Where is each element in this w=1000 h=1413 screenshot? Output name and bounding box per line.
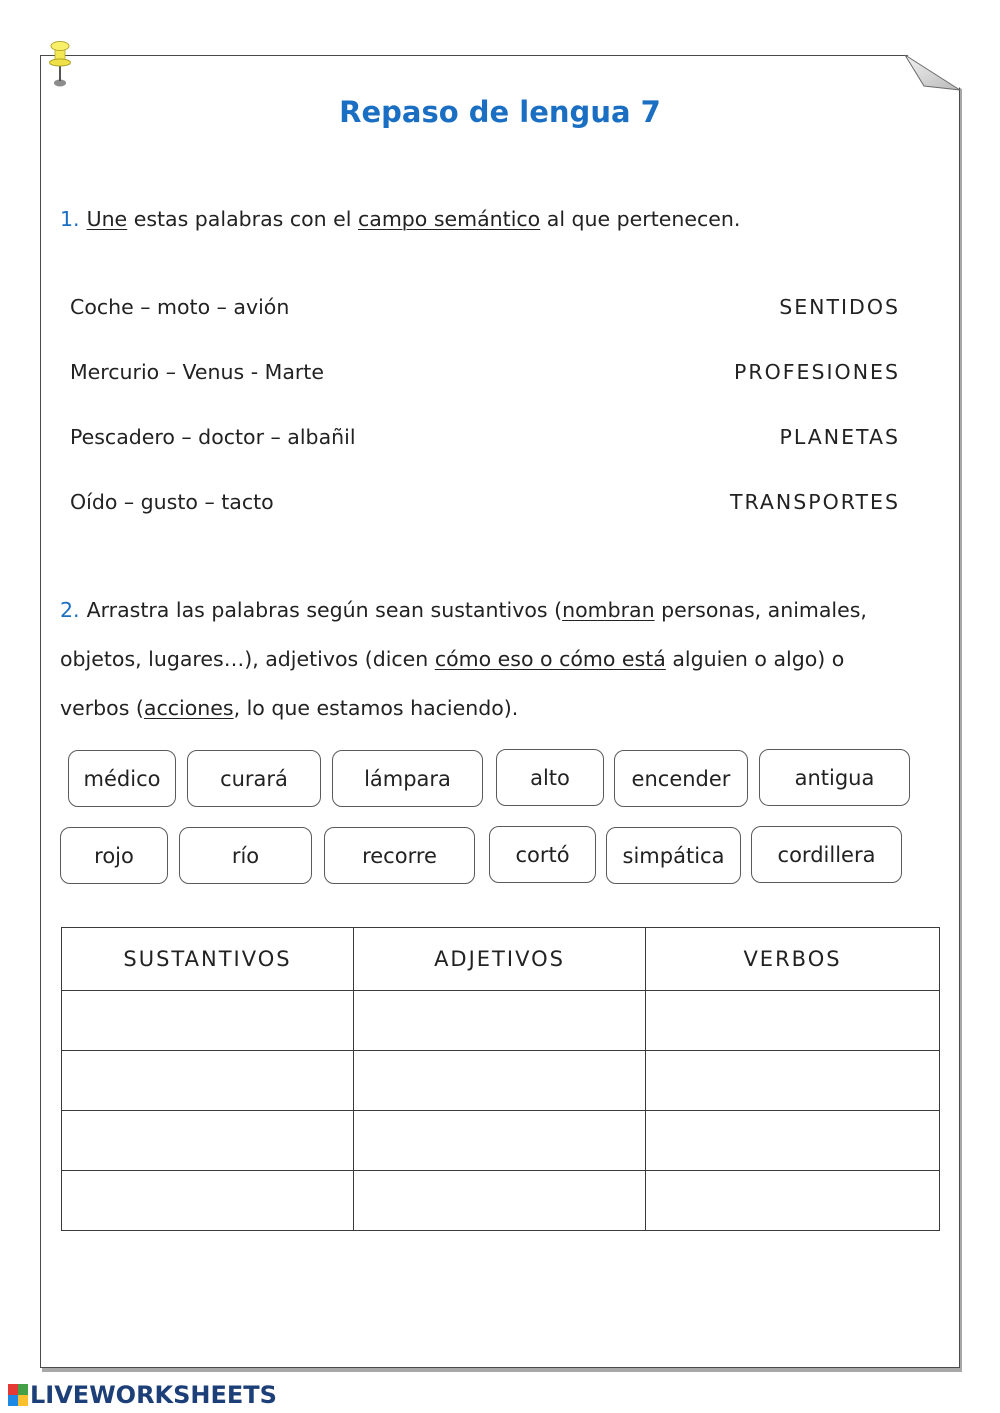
drop-cell-sustantivos[interactable]	[62, 1171, 354, 1231]
exercise-2-instruction-line	[60, 694, 518, 722]
column-header-sustantivos: SUSTANTIVOS	[62, 928, 354, 991]
word-tile[interactable]: rojo	[60, 827, 168, 884]
word-tile[interactable]: recorre	[324, 827, 475, 884]
instruction-text: objetos, lugares…), adjetivos (dicen	[60, 647, 435, 671]
exercise-2-instruction-line	[60, 596, 867, 624]
table-row	[62, 991, 940, 1051]
drop-cell-verbos[interactable]	[646, 1111, 940, 1171]
word-tile[interactable]: encender	[614, 750, 748, 807]
word-group-item[interactable]: Pescadero – doctor – albañil	[70, 425, 356, 449]
liveworksheets-logo-icon	[8, 1384, 28, 1406]
word-tile[interactable]: médico	[68, 750, 176, 807]
exercise-1-instruction	[60, 205, 740, 233]
word-group-item[interactable]: Coche – moto – avión	[70, 295, 290, 319]
instruction-keyword: campo semántico	[357, 207, 541, 231]
semantic-field-item[interactable]: SENTIDOS	[779, 295, 900, 319]
semantic-field-item[interactable]: TRANSPORTES	[729, 490, 900, 514]
instruction-keyword: Une	[86, 207, 128, 231]
pushpin-icon	[44, 38, 76, 90]
word-tile[interactable]: cordillera	[751, 826, 902, 883]
word-tile[interactable]: antigua	[759, 749, 910, 806]
exercise-number: 1.	[60, 207, 80, 231]
classification-table	[61, 927, 940, 1231]
instruction-text: personas, animales,	[654, 598, 867, 622]
page-curl	[900, 50, 966, 96]
table-row	[62, 1111, 940, 1171]
drop-cell-sustantivos[interactable]	[62, 1111, 354, 1171]
instruction-text: al que pertenecen.	[540, 207, 741, 231]
instruction-text: Arrastra las palabras según sean sustantivos (	[86, 598, 563, 622]
page-title: Repaso de lengua 7	[339, 95, 661, 129]
drop-cell-sustantivos[interactable]	[62, 991, 354, 1051]
drop-cell-verbos[interactable]	[646, 991, 940, 1051]
drop-cell-adjetivos[interactable]	[354, 991, 646, 1051]
instruction-text: , lo que estamos haciendo).	[233, 696, 519, 720]
semantic-field-item[interactable]: PLANETAS	[779, 425, 900, 449]
exercise-number: 2.	[60, 598, 80, 622]
drop-cell-adjetivos[interactable]	[354, 1171, 646, 1231]
column-header-adjetivos: ADJETIVOS	[354, 928, 646, 991]
word-tile[interactable]: cortó	[489, 826, 596, 883]
instruction-text: verbos (	[60, 696, 144, 720]
instruction-text: estas palabras con el	[127, 207, 358, 231]
instruction-keyword: acciones	[143, 696, 234, 720]
table-row	[62, 1051, 940, 1111]
instruction-text: alguien o algo) o	[665, 647, 845, 671]
word-tile[interactable]: curará	[187, 750, 321, 807]
column-header-verbos: VERBOS	[646, 928, 940, 991]
instruction-keyword: cómo eso o cómo está	[434, 647, 666, 671]
drop-cell-adjetivos[interactable]	[354, 1051, 646, 1111]
word-tile[interactable]: alto	[496, 749, 604, 806]
drop-cell-sustantivos[interactable]	[62, 1051, 354, 1111]
exercise-2-instruction-line	[60, 645, 844, 673]
word-tile[interactable]: simpática	[606, 827, 741, 884]
drop-cell-adjetivos[interactable]	[354, 1111, 646, 1171]
footer-brand[interactable]: LIVEWORKSHEETS	[30, 1381, 277, 1409]
table-row	[62, 1171, 940, 1231]
word-group-item[interactable]: Oído – gusto – tacto	[70, 490, 274, 514]
word-tile[interactable]: río	[179, 827, 312, 884]
semantic-field-item[interactable]: PROFESIONES	[734, 360, 900, 384]
drop-cell-verbos[interactable]	[646, 1051, 940, 1111]
word-tile[interactable]: lámpara	[332, 750, 483, 807]
word-group-item[interactable]: Mercurio – Venus - Marte	[70, 360, 324, 384]
table-header-row	[62, 928, 940, 991]
drop-cell-verbos[interactable]	[646, 1171, 940, 1231]
instruction-keyword: nombran	[562, 598, 655, 622]
